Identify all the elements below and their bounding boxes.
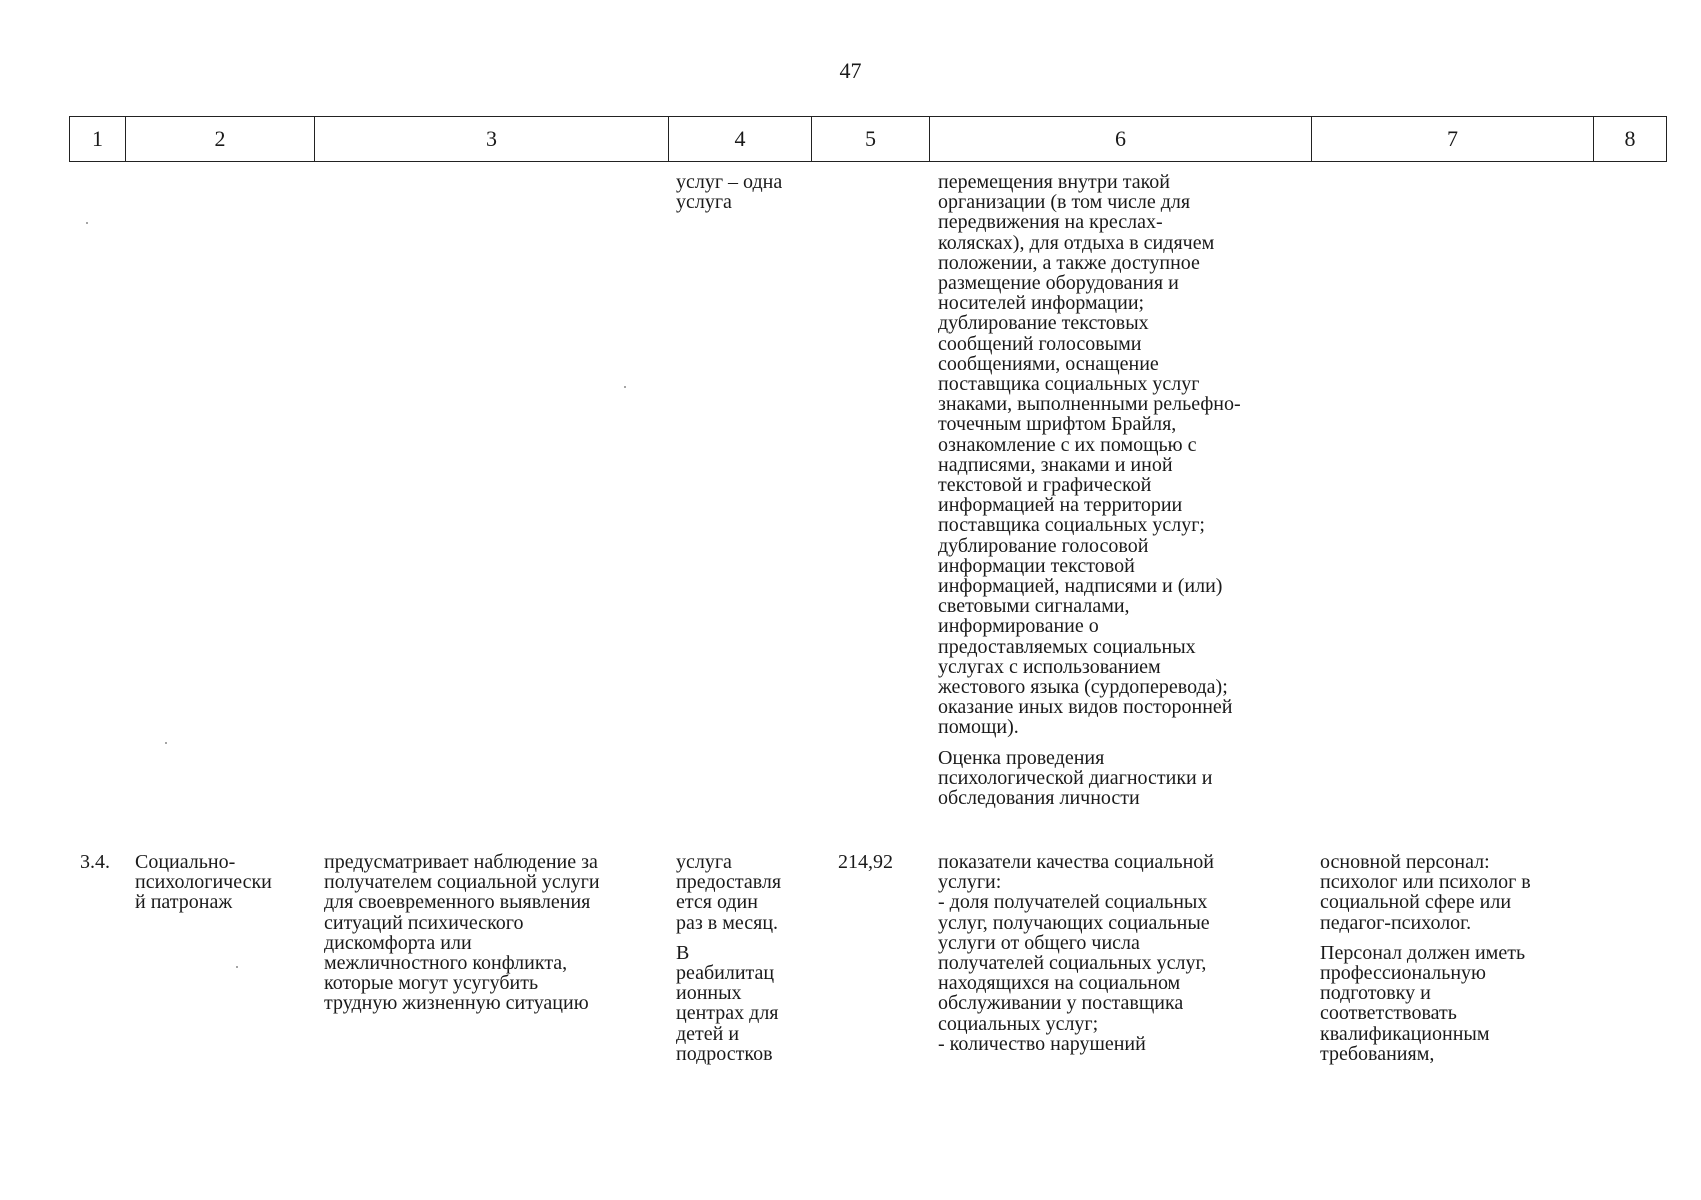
text-line: предусматривает наблюдение за — [324, 851, 598, 873]
column-header-7: 7 — [1312, 117, 1594, 162]
text-line: квалификационным — [1320, 1022, 1490, 1045]
staff-qualification — [1320, 943, 1531, 1064]
text-line: - количество нарушений — [938, 1032, 1146, 1055]
text-line: колясках), для отдыха в сидячем — [938, 231, 1215, 254]
text-line: находящихся на социальном — [938, 972, 1181, 995]
service-name-cell — [135, 852, 272, 913]
text-line: услуга — [676, 851, 732, 873]
text-line: поставщика социальных услуг — [938, 373, 1200, 396]
text-line: положении, а также доступное — [938, 251, 1200, 274]
text-line: ется один — [676, 891, 758, 914]
text-line: услуг, получающих социальные — [938, 911, 1210, 934]
frequency-rehab-note — [676, 943, 781, 1064]
text-line: дублирование текстовых — [938, 312, 1149, 335]
text-line: услугах с использованием — [938, 655, 1161, 678]
text-line: поставщика социальных услуг; — [938, 514, 1205, 537]
text-line: дублирование голосовой — [938, 534, 1149, 557]
text-line: детей и — [676, 1022, 740, 1045]
column-header-8: 8 — [1594, 117, 1667, 162]
text-line: жестового языка (сурдоперевода); — [938, 676, 1228, 699]
text-line: психологически — [135, 871, 272, 894]
text-line: подростков — [676, 1042, 773, 1065]
text-line: й патронаж — [135, 891, 233, 914]
text-line: размещение оборудования и — [938, 272, 1179, 295]
text-line: социальных услуг; — [938, 1012, 1099, 1035]
column-header-1: 1 — [70, 117, 126, 162]
text-line: для своевременного выявления — [324, 891, 591, 914]
frequency-text — [676, 852, 781, 933]
scan-speck — [86, 222, 88, 224]
text-line: трудную жизненную ситуацию — [324, 992, 589, 1015]
text-line: показатели качества социальной — [938, 851, 1214, 873]
text-line: информацией, надписями и (или) — [938, 575, 1223, 598]
quality-indicators — [938, 852, 1214, 1054]
text-line: организации (в том числе для — [938, 191, 1191, 214]
quality-indicators-cell — [938, 852, 1214, 1054]
text-line: информирование о — [938, 615, 1099, 638]
column-number-header — [69, 116, 1667, 162]
scan-speck — [165, 742, 167, 744]
text-line: дискомфорта или — [324, 931, 472, 954]
text-line: обследования личности — [938, 787, 1140, 810]
text-line: - доля получателей социальных — [938, 891, 1208, 914]
column-header-6: 6 — [930, 117, 1312, 162]
text-line: соответствовать — [1320, 1002, 1457, 1025]
text-line: реабилитац — [676, 962, 775, 985]
continuation-frequency-text — [676, 172, 782, 212]
text-line: услуги от общего числа — [938, 931, 1140, 954]
text-line: Оценка проведения — [938, 746, 1105, 769]
text-line: предоставляемых социальных — [938, 635, 1196, 658]
text-line: ситуаций психического — [324, 911, 524, 934]
text-line: перемещения внутри такой — [938, 171, 1170, 193]
continuation-quality-cell — [938, 172, 1241, 808]
staff-main — [1320, 852, 1531, 933]
text-line: надписями, знаками и иной — [938, 453, 1173, 476]
continuation-quality-assessment — [938, 748, 1241, 809]
column-header-4: 4 — [669, 117, 812, 162]
text-line: психолог или психолог в — [1320, 871, 1531, 894]
text-line: точечным шрифтом Брайля, — [938, 413, 1177, 436]
text-line: услуги: — [938, 871, 1002, 894]
text-line: основной персонал: — [1320, 851, 1490, 873]
scan-speck — [624, 386, 626, 388]
text-line: получателем социальной услуги — [324, 871, 600, 894]
text-line: носителей информации; — [938, 292, 1145, 315]
column-header-3: 3 — [315, 117, 669, 162]
text-line: световыми сигналами, — [938, 595, 1130, 618]
text-line: информацией на территории — [938, 494, 1183, 517]
text-line: сообщениями, оснащение — [938, 352, 1159, 375]
continuation-quality-text — [938, 172, 1241, 738]
text-line: знаками, выполненными рельефно- — [938, 393, 1241, 416]
text-line: которые могут усугубить — [324, 972, 539, 995]
text-line: информации текстовой — [938, 554, 1135, 577]
text-line: межличностного конфликта, — [324, 952, 568, 975]
frequency-cell — [676, 852, 781, 1064]
service-description — [324, 852, 600, 1014]
text-line: сообщений голосовыми — [938, 332, 1142, 355]
text-line: профессиональную — [1320, 962, 1486, 985]
text-line: ионных — [676, 982, 742, 1005]
scan-speck — [236, 966, 238, 968]
text-line: центрах для — [676, 1002, 779, 1025]
text-line: передвижения на креслах- — [938, 211, 1163, 234]
column-header-5: 5 — [812, 117, 930, 162]
text-line: педагог-психолог. — [1320, 911, 1472, 934]
text-line: помощи). — [938, 716, 1019, 739]
continuation-frequency-cell — [676, 172, 782, 212]
text-line: раз в месяц. — [676, 911, 779, 934]
text-line: В — [676, 941, 690, 964]
tariff-value: 214,92 — [838, 851, 893, 873]
text-line: предоставля — [676, 871, 782, 894]
text-line: ознакомление с их помощью с — [938, 433, 1197, 456]
text-line: социальной сфере или — [1320, 891, 1512, 914]
text-line: услуг – одна — [676, 171, 783, 193]
text-line: Социально- — [135, 851, 236, 873]
text-line: текстовой и графической — [938, 474, 1152, 497]
text-line: услуга — [676, 191, 732, 214]
text-line: психологической диагностики и — [938, 766, 1213, 789]
text-line: Персонал должен иметь — [1320, 941, 1526, 964]
text-line: требованиям, — [1320, 1042, 1435, 1065]
column-header-2: 2 — [126, 117, 315, 162]
service-description-cell — [324, 852, 600, 1014]
text-line: оказание иных видов посторонней — [938, 696, 1233, 719]
text-line: подготовку и — [1320, 982, 1431, 1005]
page-number: 47 — [839, 58, 862, 83]
staff-requirements-cell — [1320, 852, 1531, 1064]
text-line: обслуживании у поставщика — [938, 992, 1184, 1015]
service-name — [135, 852, 272, 913]
row-number: 3.4. — [80, 851, 110, 873]
text-line: получателей социальных услуг, — [938, 952, 1207, 975]
